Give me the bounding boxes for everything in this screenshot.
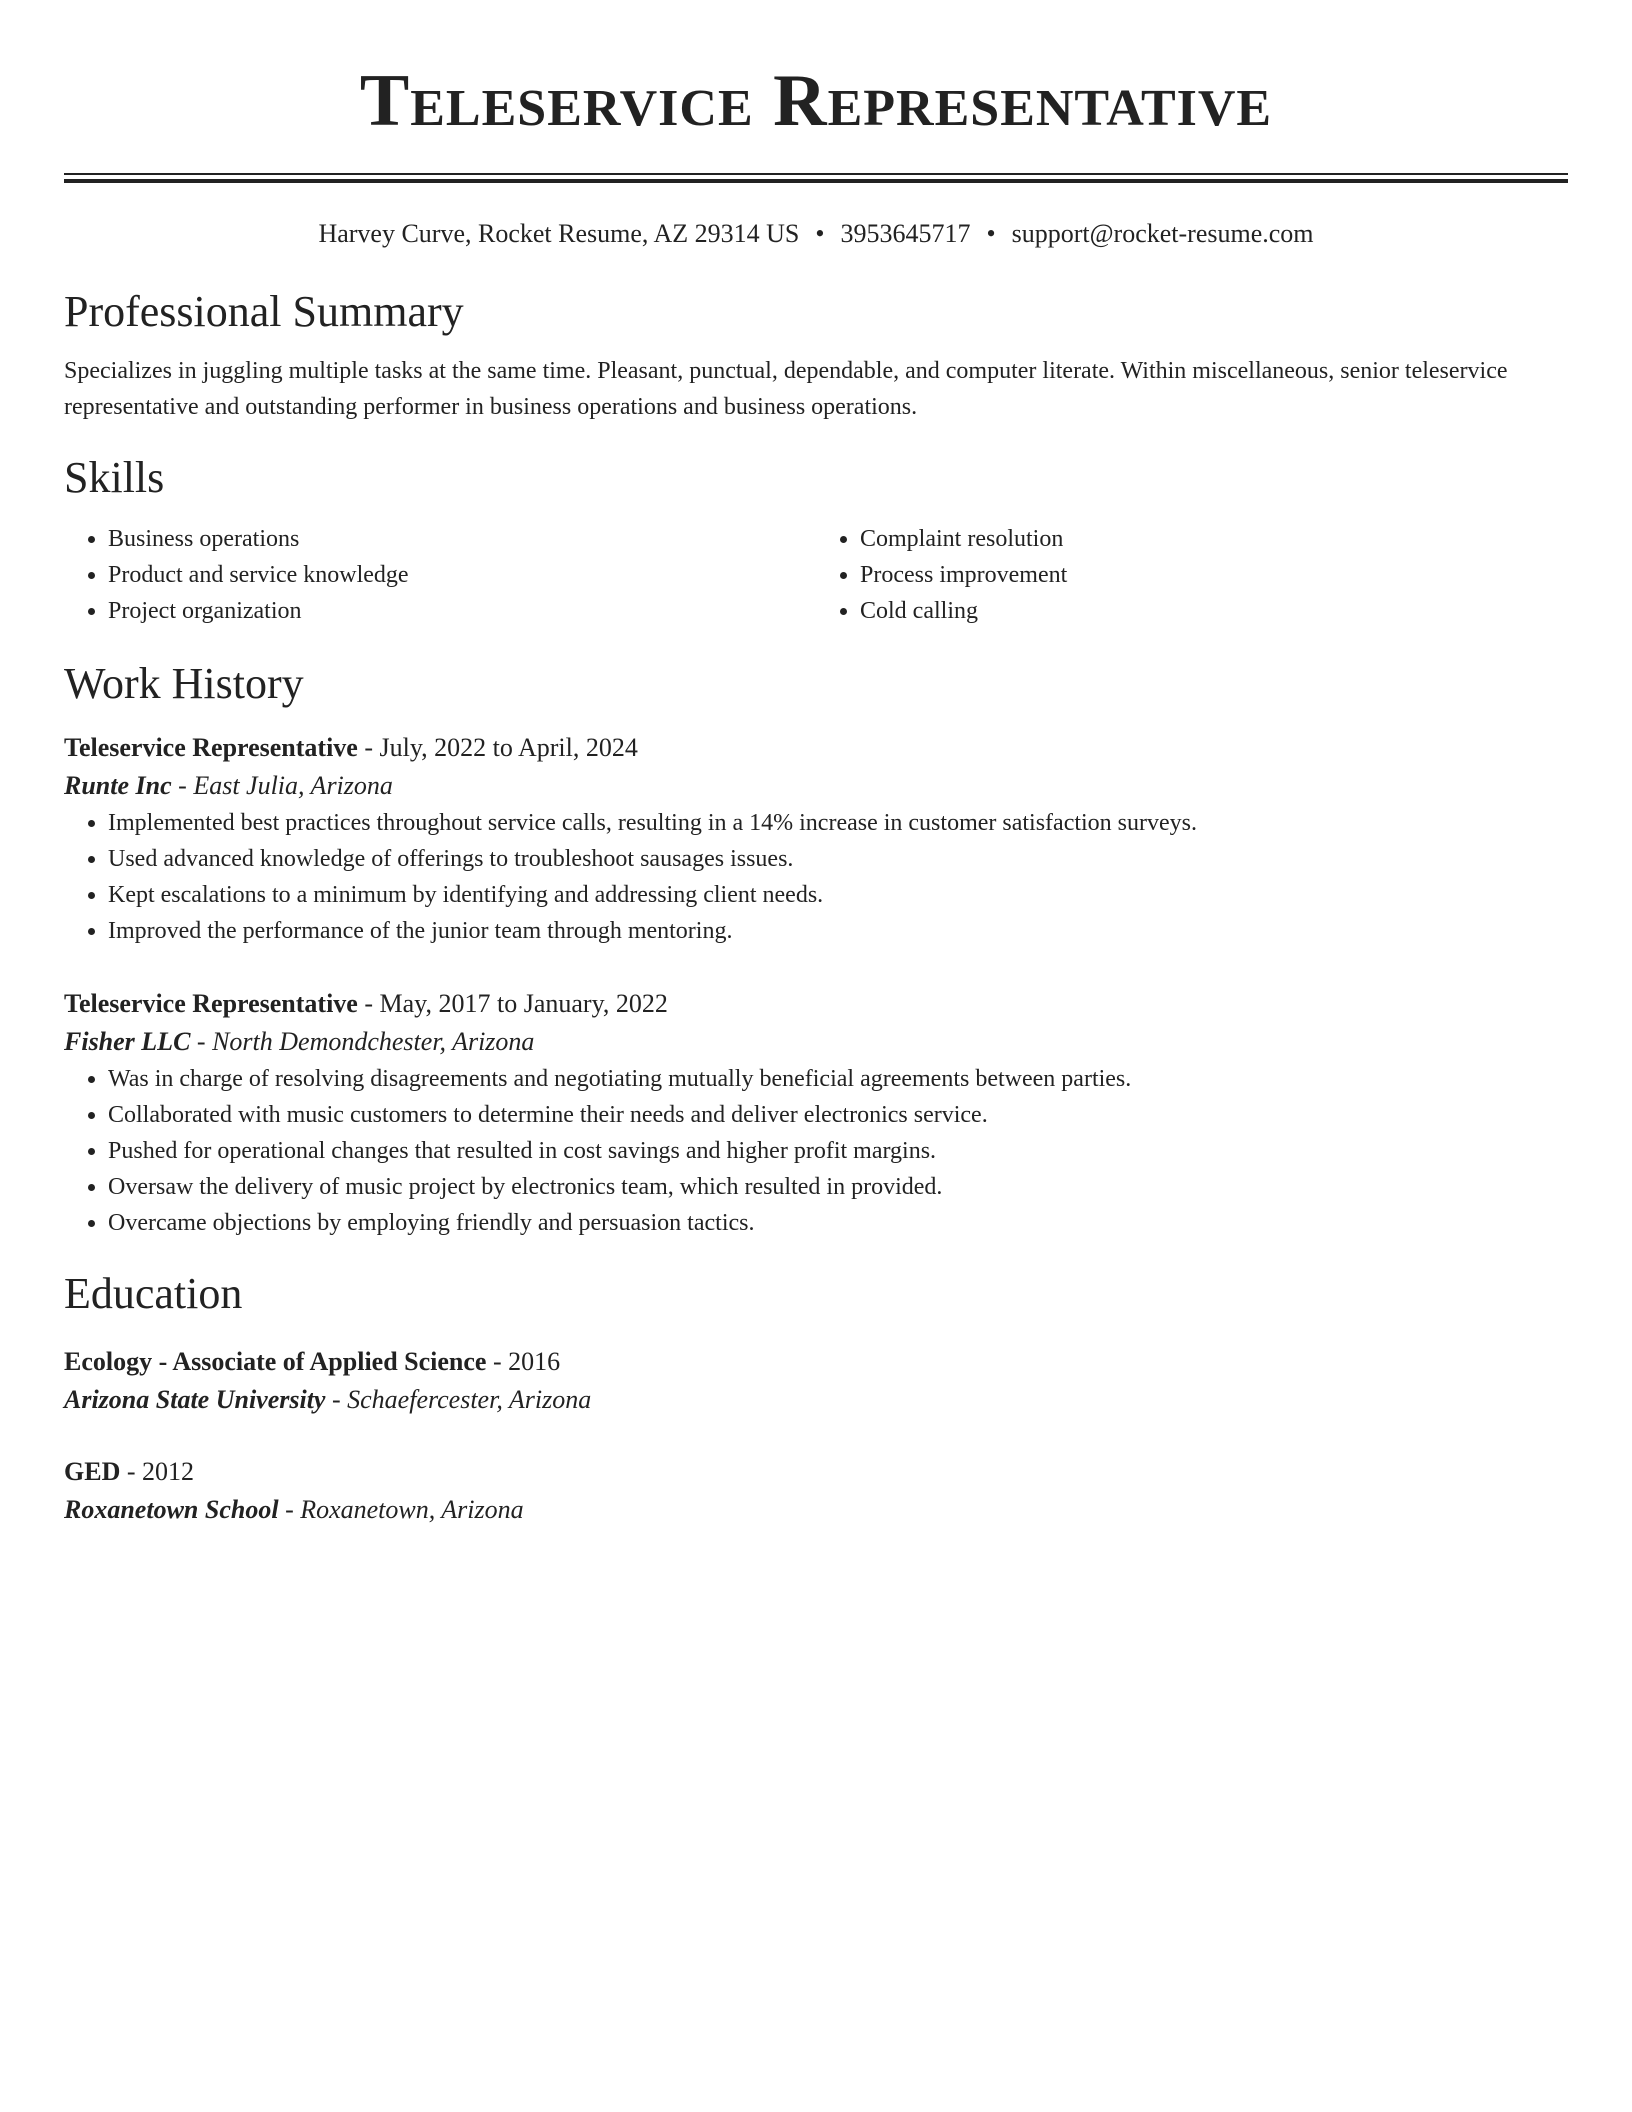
skill-item: • Business operations	[108, 521, 816, 557]
education-location: - Roxanetown, Arizona	[278, 1495, 524, 1524]
education-year: - 2012	[120, 1457, 195, 1486]
contact-address: Harvey Curve, Rocket Resume, AZ 29314 US	[318, 219, 800, 248]
job-duty: • Oversaw the delivery of music project by electronics team, which resulted in provided.	[108, 1169, 1568, 1205]
education-degree-line	[64, 1343, 1568, 1381]
job-title-line	[64, 985, 1568, 1023]
contact-separator: •	[986, 219, 996, 248]
job-title-line	[64, 729, 1568, 767]
contact-email: support@rocket-resume.com	[1011, 219, 1314, 248]
job-duty: • Used advanced knowledge of offerings to troubleshoot sausages issues.	[108, 841, 1568, 877]
skill-item: • Process improvement	[860, 557, 1568, 593]
job-company: Fisher LLC	[64, 1027, 191, 1056]
job-entry	[64, 985, 1568, 1241]
resume-title: Teleservice Representative	[359, 60, 1273, 142]
education-heading: Education	[64, 1269, 243, 1318]
education-school-line	[64, 1381, 1568, 1419]
skill-item: • Complaint resolution	[860, 521, 1568, 557]
job-dates: - May, 2017 to January, 2022	[357, 989, 668, 1018]
skills-heading: Skills	[64, 453, 165, 502]
job-company: Runte Inc	[64, 771, 172, 800]
education-school-line	[64, 1491, 1568, 1529]
job-title: Teleservice Representative	[64, 989, 358, 1018]
education-school: Roxanetown School	[64, 1495, 279, 1524]
education-location: - Schaefercester, Arizona	[325, 1385, 592, 1414]
job-dates: - July, 2022 to April, 2024	[357, 733, 638, 762]
work-history-heading: Work History	[64, 659, 304, 708]
job-entry	[64, 729, 1568, 949]
skill-item: • Product and service knowledge	[108, 557, 816, 593]
skills-column-right	[816, 521, 1568, 629]
job-duty: • Implemented best practices throughout service calls, resulting in a 14% increase in customer satisfaction surveys.	[108, 805, 1568, 841]
skill-item: • Project organization	[108, 593, 816, 629]
job-duty: • Kept escalations to a minimum by identifying and addressing client needs.	[108, 877, 1568, 913]
job-duty: • Overcame objections by employing friendly and persuasion tactics.	[108, 1205, 1568, 1241]
job-duty: • Was in charge of resolving disagreements and negotiating mutually beneficial agreements between parties.	[108, 1061, 1568, 1097]
education-degree: Ecology - Associate of Applied Science	[64, 1347, 487, 1376]
job-duties	[64, 1061, 1568, 1241]
education-school: Arizona State University	[64, 1385, 326, 1414]
job-duties	[64, 805, 1568, 949]
contact-separator: •	[815, 219, 825, 248]
education-year: - 2016	[486, 1347, 561, 1376]
job-duty: • Pushed for operational changes that resulted in cost savings and higher profit margins.	[108, 1133, 1568, 1169]
job-duty: • Improved the performance of the junior team through mentoring.	[108, 913, 1568, 949]
education-degree-line	[64, 1453, 1568, 1491]
skill-item: • Cold calling	[860, 593, 1568, 629]
education-entry	[64, 1343, 1568, 1419]
job-location: - East Julia, Arizona	[171, 771, 393, 800]
job-location: - North Demondchester, Arizona	[190, 1027, 535, 1056]
contact-phone: 3953645717	[840, 219, 971, 248]
education-entry	[64, 1453, 1568, 1529]
job-duty: • Collaborated with music customers to determine their needs and deliver electronics service.	[108, 1097, 1568, 1133]
job-company-line	[64, 767, 1568, 805]
skills-column-left	[64, 521, 816, 629]
job-company-line	[64, 1023, 1568, 1061]
education-degree: GED	[64, 1457, 121, 1486]
job-title: Teleservice Representative	[64, 733, 358, 762]
title-divider	[64, 173, 1568, 183]
contact-line	[64, 217, 1568, 251]
summary-heading: Professional Summary	[64, 287, 464, 336]
summary-text: Specializes in juggling multiple tasks at the same time. Pleasant, punctual, dependable, and computer literate. Within miscellaneous, senior teleservice representative and outstanding performer in business operations and business operations.	[64, 358, 1508, 420]
skills-list	[64, 521, 1568, 629]
